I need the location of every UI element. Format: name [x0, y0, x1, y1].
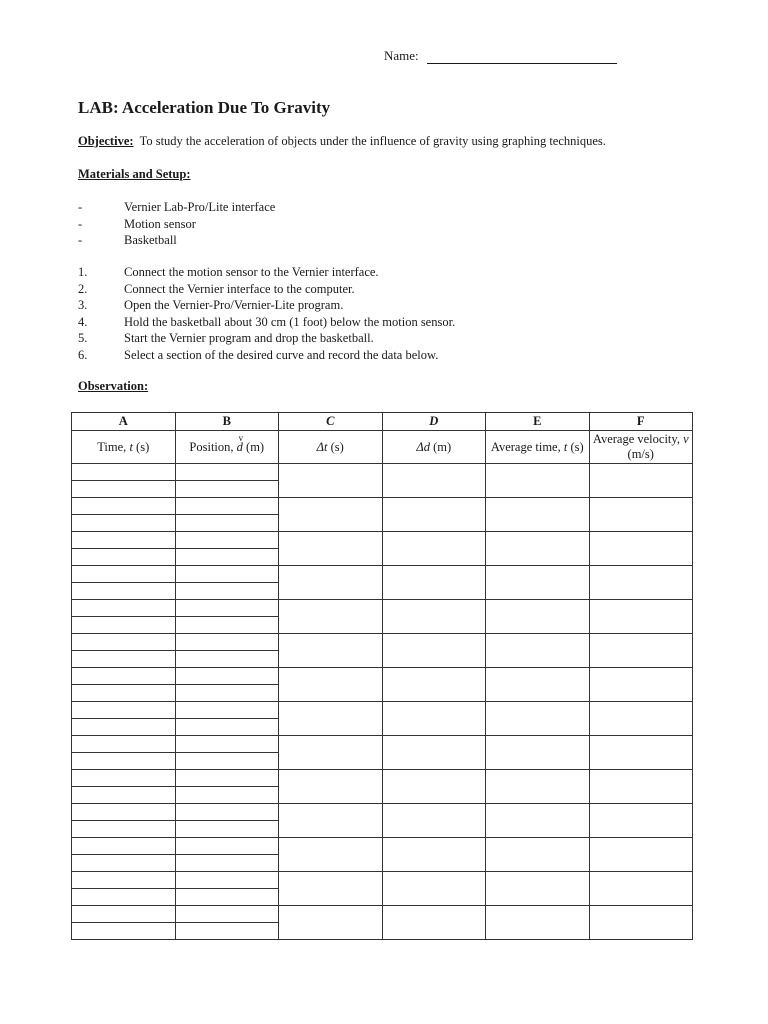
column-header-delta-d — [382, 431, 486, 464]
data-cell[interactable] — [72, 838, 176, 855]
column-letter: A — [72, 413, 176, 431]
data-cell[interactable] — [72, 787, 176, 804]
data-cell[interactable] — [72, 532, 176, 549]
label-prefix: Position, — [189, 439, 237, 454]
label-prefix: Time, — [97, 439, 130, 454]
data-cell[interactable] — [589, 804, 693, 838]
list-marker: - — [78, 200, 83, 214]
data-cell[interactable] — [175, 719, 279, 736]
data-cell[interactable] — [279, 464, 383, 498]
data-cell[interactable] — [382, 872, 486, 906]
data-cell[interactable] — [279, 770, 383, 804]
step-text: Open the Vernier-Pro/Vernier-Lite program. — [124, 298, 344, 312]
data-cell[interactable] — [486, 634, 590, 668]
column-letter: C — [279, 413, 383, 431]
data-cell[interactable] — [279, 600, 383, 634]
label-unit: (m) — [242, 439, 265, 454]
data-cell[interactable] — [175, 498, 279, 515]
data-cell[interactable] — [589, 872, 693, 906]
data-cell[interactable] — [382, 736, 486, 770]
data-cell[interactable] — [175, 770, 279, 787]
data-cell[interactable] — [72, 498, 176, 515]
data-cell[interactable] — [175, 702, 279, 719]
data-cell[interactable] — [589, 566, 693, 600]
data-cell[interactable] — [175, 515, 279, 532]
data-cell[interactable] — [175, 600, 279, 617]
list-item-text: Motion sensor — [124, 216, 196, 231]
data-cell[interactable] — [72, 685, 176, 702]
data-cell[interactable] — [382, 566, 486, 600]
step-number: 4. — [78, 314, 88, 329]
table-row — [72, 770, 693, 787]
data-cell[interactable] — [175, 685, 279, 702]
data-cell[interactable] — [589, 838, 693, 872]
data-cell[interactable] — [382, 804, 486, 838]
data-cell[interactable] — [382, 634, 486, 668]
step-text: Hold the basketball about 30 cm (1 foot) below the motion sensor. — [124, 314, 456, 329]
data-cell[interactable] — [279, 668, 383, 702]
data-cell[interactable] — [175, 923, 279, 940]
data-cell[interactable] — [175, 549, 279, 566]
data-cell[interactable] — [72, 906, 176, 923]
data-cell[interactable] — [72, 651, 176, 668]
step-number: 6. — [78, 347, 88, 362]
data-cell[interactable] — [175, 566, 279, 583]
label-variable: v — [683, 432, 689, 446]
step-number: 1. — [78, 265, 88, 279]
observation-table — [71, 412, 693, 940]
list-marker: - — [78, 233, 83, 247]
column-letter: D — [382, 413, 486, 431]
data-cell[interactable] — [175, 906, 279, 923]
data-cell[interactable] — [175, 889, 279, 906]
data-cell[interactable] — [72, 464, 176, 481]
data-cell[interactable] — [589, 702, 693, 736]
page-title: LAB: Acceleration Due To Gravity — [78, 98, 331, 117]
data-cell[interactable] — [72, 634, 176, 651]
column-header-average-time — [486, 431, 590, 464]
data-cell[interactable] — [279, 736, 383, 770]
data-cell[interactable] — [486, 770, 590, 804]
data-cell[interactable] — [175, 668, 279, 685]
data-cell[interactable] — [589, 634, 693, 668]
data-cell[interactable] — [175, 532, 279, 549]
data-cell[interactable] — [279, 634, 383, 668]
data-cell[interactable] — [589, 668, 693, 702]
data-cell[interactable] — [382, 838, 486, 872]
data-cell[interactable] — [382, 600, 486, 634]
name-label: Name: — [384, 48, 419, 63]
vector-d-symbol: v d — [237, 440, 243, 455]
table-row — [72, 464, 693, 481]
list-item-text: Vernier Lab-Pro/Lite interface — [124, 200, 276, 214]
data-cell[interactable] — [72, 515, 176, 532]
data-cell[interactable] — [486, 566, 590, 600]
data-cell[interactable] — [72, 702, 176, 719]
objective-paragraph — [78, 134, 606, 149]
data-cell[interactable] — [279, 906, 383, 940]
label-unit: (s) — [567, 439, 584, 454]
data-cell[interactable] — [589, 770, 693, 804]
data-cell[interactable] — [279, 838, 383, 872]
data-cell[interactable] — [486, 736, 590, 770]
data-cell[interactable] — [175, 634, 279, 651]
data-cell[interactable] — [72, 804, 176, 821]
label-unit: (m) — [429, 439, 452, 454]
list-item-text: Basketball — [124, 233, 177, 247]
data-cell[interactable] — [175, 838, 279, 855]
data-cell[interactable] — [589, 906, 693, 940]
step-number: 5. — [78, 331, 88, 345]
column-header-delta-t — [279, 431, 383, 464]
data-cell[interactable] — [175, 583, 279, 600]
data-cell[interactable] — [589, 464, 693, 498]
data-cell[interactable] — [72, 889, 176, 906]
data-cell[interactable] — [175, 464, 279, 481]
data-cell[interactable] — [279, 702, 383, 736]
table-row — [72, 702, 693, 719]
objective-label: Objective: — [78, 134, 134, 148]
data-cell[interactable] — [589, 600, 693, 634]
data-cell[interactable] — [72, 923, 176, 940]
data-cell[interactable] — [72, 719, 176, 736]
table-row — [72, 838, 693, 855]
column-letter-row — [72, 413, 693, 431]
data-cell[interactable] — [382, 532, 486, 566]
label-unit: (s) — [327, 439, 344, 454]
data-cell[interactable] — [486, 668, 590, 702]
data-cell[interactable] — [486, 804, 590, 838]
data-cell[interactable] — [72, 481, 176, 498]
data-cell[interactable] — [72, 583, 176, 600]
data-cell[interactable] — [589, 532, 693, 566]
data-cell[interactable] — [279, 804, 383, 838]
column-header-time — [72, 431, 176, 464]
data-cell[interactable] — [72, 753, 176, 770]
data-cell[interactable] — [72, 821, 176, 838]
column-header-position — [175, 431, 279, 464]
data-cell[interactable] — [486, 872, 590, 906]
data-cell[interactable] — [589, 498, 693, 532]
table-row — [72, 498, 693, 515]
data-cell[interactable] — [72, 617, 176, 634]
label-variable: t — [563, 439, 568, 454]
observation-heading: Observation: — [78, 379, 149, 393]
data-cell[interactable] — [486, 600, 590, 634]
step-text: Connect the Vernier interface to the computer. — [124, 281, 355, 296]
table-row — [72, 634, 693, 651]
step-text: Select a section of the desired curve and record the data below. — [124, 347, 439, 362]
data-cell[interactable] — [486, 498, 590, 532]
data-cell[interactable] — [382, 906, 486, 940]
table-row — [72, 872, 693, 889]
table-body — [72, 464, 693, 940]
column-letter: F — [589, 413, 693, 431]
data-cell[interactable] — [72, 549, 176, 566]
data-cell[interactable] — [175, 872, 279, 889]
step-number: 3. — [78, 298, 88, 312]
data-cell[interactable] — [486, 532, 590, 566]
data-cell[interactable] — [175, 804, 279, 821]
data-cell[interactable] — [175, 617, 279, 634]
objective-text: To study the acceleration of objects under the influence of gravity using graphing techniques. — [139, 134, 606, 148]
data-cell[interactable] — [175, 481, 279, 498]
data-cell[interactable] — [279, 566, 383, 600]
data-cell[interactable] — [279, 498, 383, 532]
data-cell[interactable] — [175, 855, 279, 872]
label-prefix: Average velocity, — [592, 432, 684, 446]
data-cell[interactable] — [175, 753, 279, 770]
column-letter: B — [175, 413, 279, 431]
step-text: Connect the motion sensor to the Vernier interface. — [124, 265, 379, 279]
table-row — [72, 566, 693, 583]
data-cell[interactable] — [175, 736, 279, 753]
data-cell[interactable] — [175, 651, 279, 668]
data-cell[interactable] — [382, 498, 486, 532]
data-cell[interactable] — [486, 838, 590, 872]
data-cell[interactable] — [175, 787, 279, 804]
column-letter: E — [486, 413, 590, 431]
data-cell[interactable] — [175, 821, 279, 838]
data-cell[interactable] — [486, 906, 590, 940]
data-cell[interactable] — [72, 770, 176, 787]
data-cell[interactable] — [382, 668, 486, 702]
step-text: Start the Vernier program and drop the basketball. — [124, 331, 374, 345]
data-cell[interactable] — [486, 702, 590, 736]
data-cell[interactable] — [589, 736, 693, 770]
data-cell[interactable] — [382, 702, 486, 736]
table-row — [72, 736, 693, 753]
table-row — [72, 532, 693, 549]
table-row — [72, 668, 693, 685]
data-cell[interactable] — [382, 464, 486, 498]
column-header-average-velocity — [589, 431, 693, 464]
data-cell[interactable] — [279, 872, 383, 906]
table-row — [72, 906, 693, 923]
label-unit: (s) — [132, 439, 150, 454]
label-variable: t — [129, 439, 133, 454]
table-row — [72, 600, 693, 617]
data-cell[interactable] — [72, 872, 176, 889]
materials-heading: Materials and Setup: — [78, 167, 191, 181]
name-blank-line[interactable] — [427, 49, 617, 64]
table-row — [72, 804, 693, 821]
data-cell[interactable] — [279, 532, 383, 566]
data-cell[interactable] — [72, 736, 176, 753]
step-number: 2. — [78, 281, 88, 296]
name-field-row — [384, 48, 617, 64]
data-cell[interactable] — [486, 464, 590, 498]
data-cell[interactable] — [72, 566, 176, 583]
data-cell[interactable] — [382, 770, 486, 804]
label-unit: (m/s) — [627, 447, 654, 461]
data-cell[interactable] — [72, 668, 176, 685]
label-prefix: Average time, — [490, 439, 564, 454]
column-label-row — [72, 431, 693, 464]
data-cell[interactable] — [72, 855, 176, 872]
data-cell[interactable] — [72, 600, 176, 617]
label-variable: Δt — [316, 439, 328, 454]
list-marker: - — [78, 216, 83, 231]
label-variable: Δd — [416, 439, 430, 454]
